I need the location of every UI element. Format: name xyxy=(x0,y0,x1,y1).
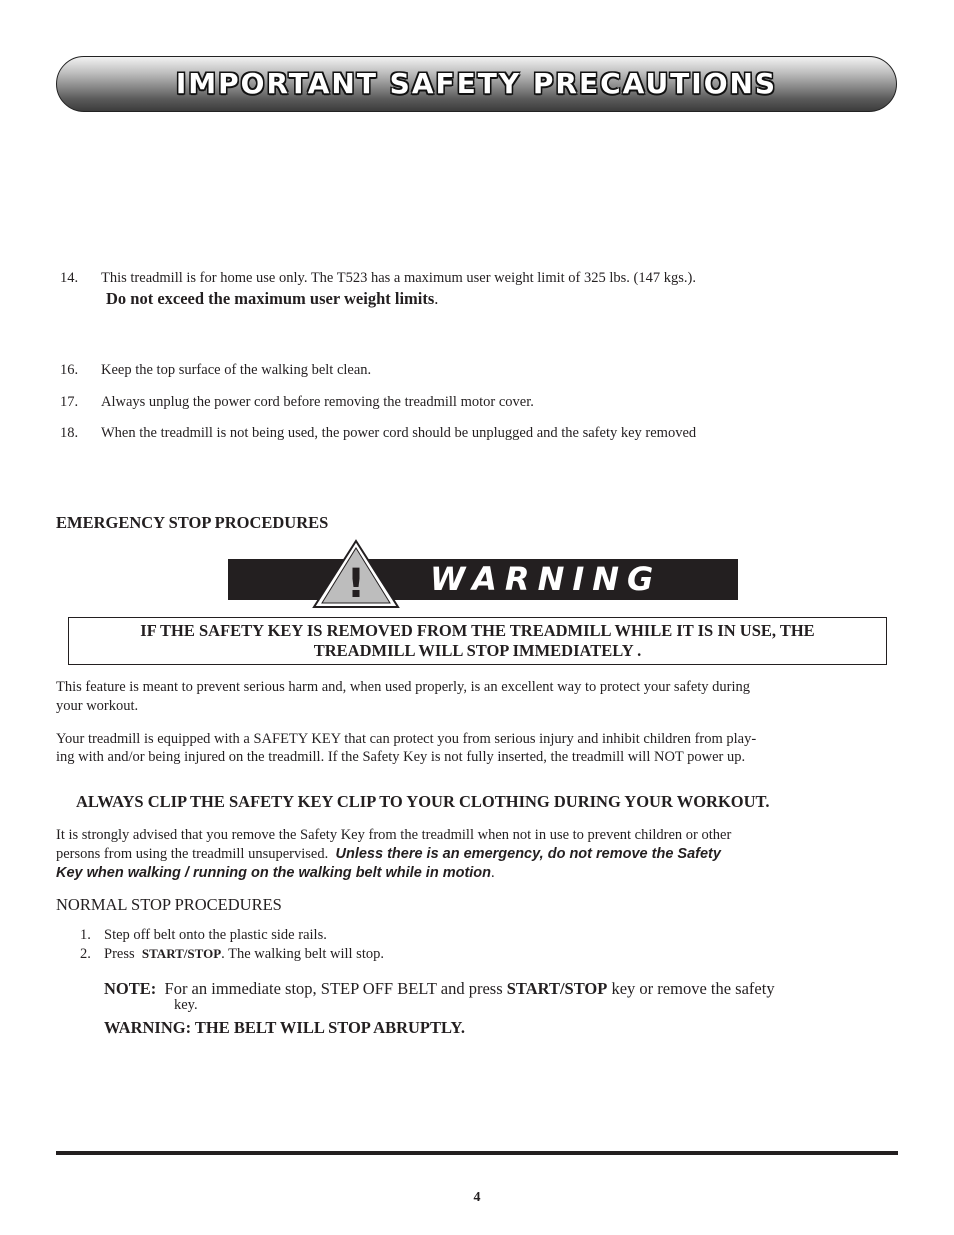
warning-triangle-icon xyxy=(312,539,400,609)
note-label: NOTE: xyxy=(104,979,157,998)
paragraph-line: Your treadmill is equipped with a SAFETY KEY that can protect you from serious injury and inhibit children from play- xyxy=(56,731,757,747)
note-text: For an immediate stop, STEP OFF BELT and press xyxy=(164,979,503,998)
page-title: IMPORTANT SAFETY PRECAUTIONS xyxy=(175,67,778,100)
step-number: 2. xyxy=(80,946,91,962)
punctuation: . xyxy=(434,289,439,308)
item-text: Always unplug the power cord before removing the treadmill motor cover. xyxy=(101,394,534,410)
section-heading-emergency: EMERGENCY STOP PROCEDURES xyxy=(56,513,329,532)
section-heading-normal: NORMAL STOP PROCEDURES xyxy=(56,895,282,914)
weight-limit-warning: Do not exceed the maximum user weight limits xyxy=(106,289,435,308)
step-text xyxy=(104,946,384,963)
paragraph-line: It is strongly advised that you remove the Safety Key from the treadmill when not in use to prevent children or other xyxy=(56,827,732,843)
emphasis-text: Key when walking / running on the walking belt while in motion xyxy=(56,865,492,881)
note-text: key or remove the safety xyxy=(611,979,775,998)
item-text: This treadmill is for home use only. The T523 has a maximum user weight limit of 325 lbs. (147 kgs.). xyxy=(101,270,696,286)
start-stop-key-label: START/STOP xyxy=(141,946,222,961)
safety-key-alert-box xyxy=(68,617,887,665)
paragraph-line: your workout. xyxy=(56,698,139,714)
alert-line: IF THE SAFETY KEY IS REMOVED FROM THE TREADMILL WHILE IT IS IN USE, THE xyxy=(140,621,815,640)
warning-label: WARNING xyxy=(430,560,662,598)
note-line xyxy=(104,979,775,999)
paragraph-text: persons from using the treadmill unsupervised. xyxy=(56,846,329,862)
paragraph-line xyxy=(56,846,721,863)
exclamation-mark: ! xyxy=(346,561,366,607)
paragraph-line xyxy=(56,864,495,882)
paragraph-line: ing with and/or being injured on the treadmill. If the Safety Key is not fully inserted, the treadmill will NOT power up. xyxy=(56,749,746,765)
start-stop-key-label: START/STOP xyxy=(506,979,608,998)
item-number: 16. xyxy=(60,362,79,378)
item-text: Keep the top surface of the walking belt clean. xyxy=(101,362,372,378)
footer-divider xyxy=(56,1151,898,1155)
page-number: 4 xyxy=(473,1190,481,1205)
item-number: 18. xyxy=(60,425,79,441)
punctuation: . xyxy=(491,865,495,881)
clip-notice: ALWAYS CLIP THE SAFETY KEY CLIP TO YOUR CLOTHING DURING YOUR WORKOUT. xyxy=(76,792,770,811)
step-number: 1. xyxy=(80,927,91,943)
emphasis-text: Unless there is an emergency, do not remove the Safety xyxy=(335,846,721,862)
step-text-pre: Press xyxy=(104,946,135,962)
item-bold-line xyxy=(106,289,438,309)
item-number: 17. xyxy=(60,394,79,410)
item-text: When the treadmill is not being used, the power cord should be unplugged and the safety key removed xyxy=(101,425,697,441)
alert-line: TREADMILL WILL STOP IMMEDIATELY . xyxy=(313,641,642,660)
paragraph-line: This feature is meant to prevent serious harm and, when used properly, is an excellent way to protect your safety during xyxy=(56,679,751,695)
step-text-post: . The walking belt will stop. xyxy=(221,946,384,962)
item-number: 14. xyxy=(60,270,79,286)
note-line-continued: key. xyxy=(174,997,198,1013)
step-text: Step off belt onto the plastic side rails. xyxy=(104,927,327,943)
belt-stop-warning: WARNING: THE BELT WILL STOP ABRUPTLY. xyxy=(104,1018,466,1037)
